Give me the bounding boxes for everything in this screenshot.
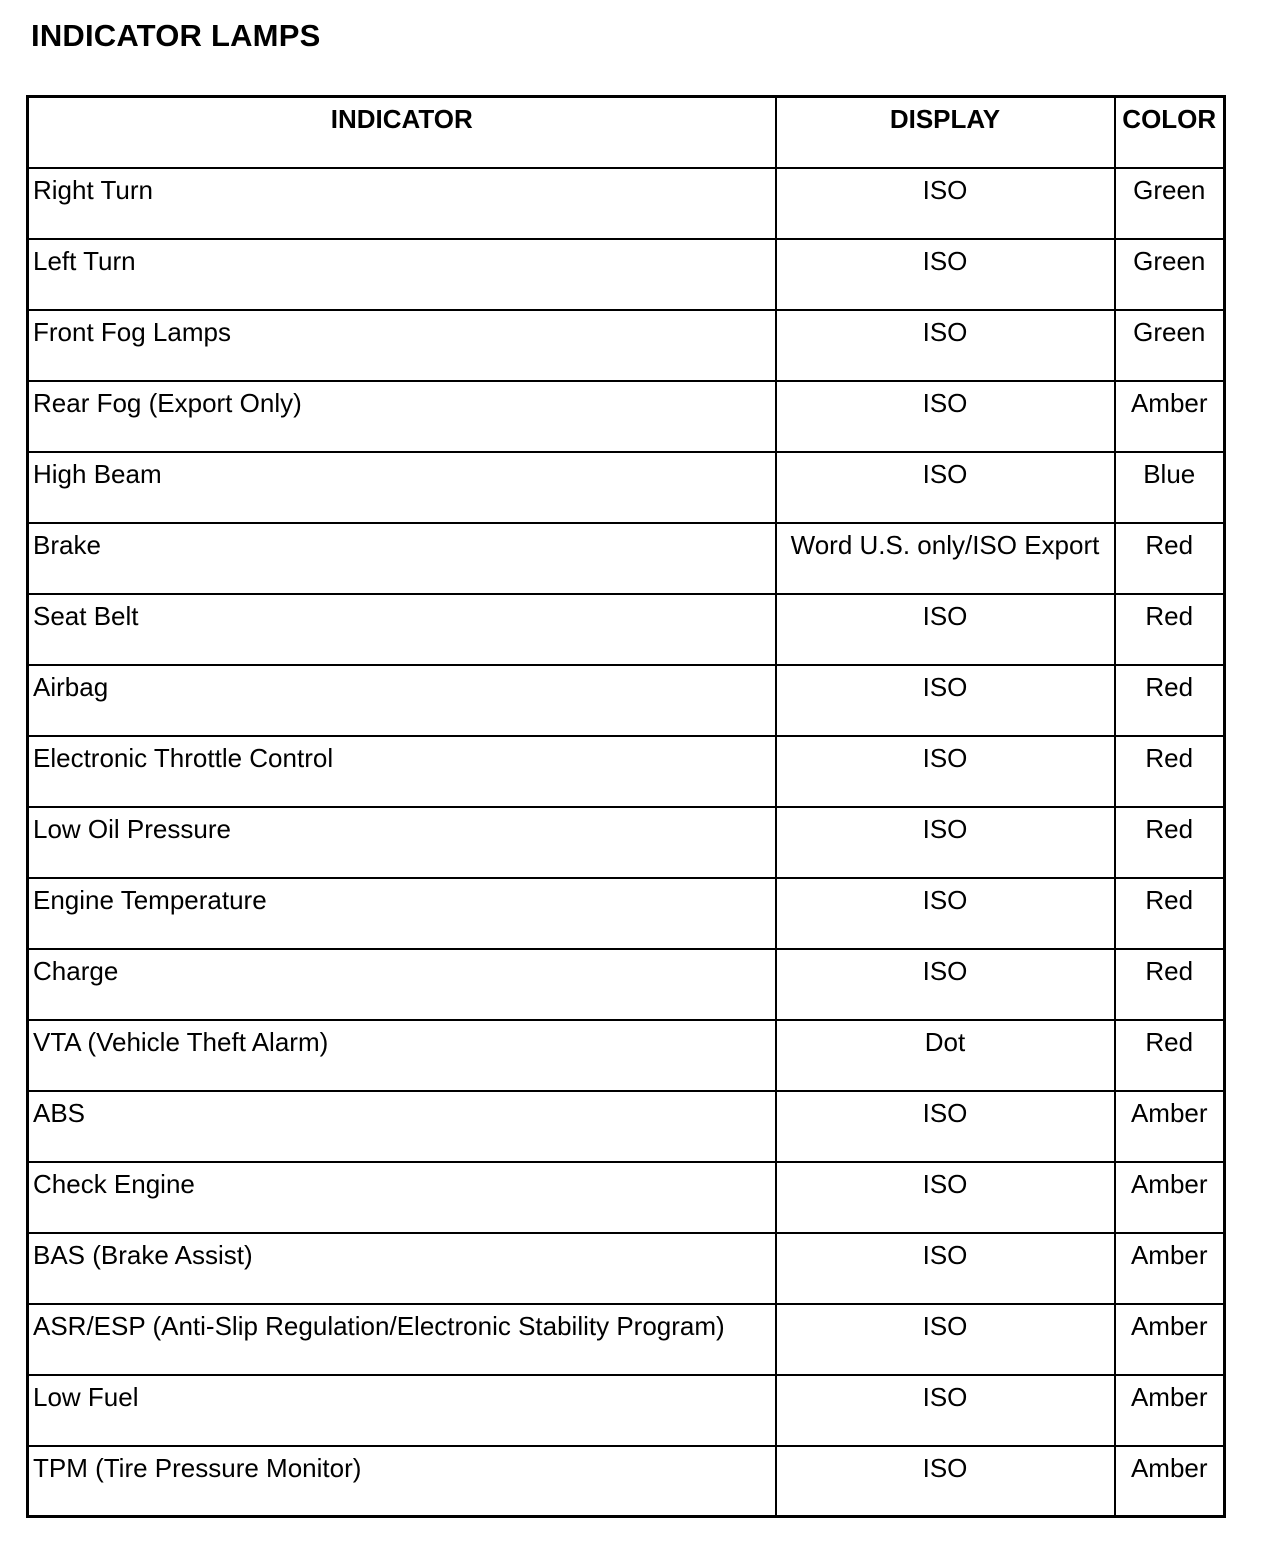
- cell-display: Dot: [776, 1020, 1115, 1091]
- table-row: [28, 239, 1225, 310]
- table-row: [28, 807, 1225, 878]
- cell-color: Red: [1115, 594, 1225, 665]
- cell-color: Green: [1115, 168, 1225, 239]
- cell-indicator: Brake: [28, 523, 776, 594]
- cell-indicator: Low Oil Pressure: [28, 807, 776, 878]
- cell-color: Green: [1115, 310, 1225, 381]
- cell-color: Red: [1115, 665, 1225, 736]
- cell-color: Amber: [1115, 1304, 1225, 1375]
- cell-color: Amber: [1115, 1375, 1225, 1446]
- cell-color: Red: [1115, 949, 1225, 1020]
- table-row: [28, 310, 1225, 381]
- cell-color: Amber: [1115, 1446, 1225, 1517]
- cell-indicator: Electronic Throttle Control: [28, 736, 776, 807]
- cell-display: ISO: [776, 1233, 1115, 1304]
- header-color: COLOR: [1115, 97, 1225, 168]
- cell-indicator: Low Fuel: [28, 1375, 776, 1446]
- page-title: INDICATOR LAMPS: [31, 18, 321, 53]
- cell-display: Word U.S. only/ISO Export: [776, 523, 1115, 594]
- cell-color: Red: [1115, 523, 1225, 594]
- cell-display: ISO: [776, 452, 1115, 523]
- cell-display: ISO: [776, 168, 1115, 239]
- table-row: [28, 878, 1225, 949]
- table-row: [28, 594, 1225, 665]
- cell-display: ISO: [776, 1446, 1115, 1517]
- cell-indicator: Rear Fog (Export Only): [28, 381, 776, 452]
- cell-indicator: TPM (Tire Pressure Monitor): [28, 1446, 776, 1517]
- cell-display: ISO: [776, 736, 1115, 807]
- table-header-row: [28, 97, 1225, 168]
- table-row: [28, 1162, 1225, 1233]
- cell-display: ISO: [776, 239, 1115, 310]
- cell-color: Amber: [1115, 381, 1225, 452]
- cell-indicator: Engine Temperature: [28, 878, 776, 949]
- cell-indicator: VTA (Vehicle Theft Alarm): [28, 1020, 776, 1091]
- table-row: [28, 1233, 1225, 1304]
- cell-indicator: Left Turn: [28, 239, 776, 310]
- cell-indicator: Front Fog Lamps: [28, 310, 776, 381]
- table-row: [28, 381, 1225, 452]
- cell-display: ISO: [776, 1304, 1115, 1375]
- cell-display: ISO: [776, 310, 1115, 381]
- cell-indicator: ABS: [28, 1091, 776, 1162]
- cell-color: Blue: [1115, 452, 1225, 523]
- table-body: [28, 168, 1225, 1517]
- cell-indicator: Airbag: [28, 665, 776, 736]
- cell-color: Amber: [1115, 1162, 1225, 1233]
- table-row: [28, 1446, 1225, 1517]
- table-row: [28, 736, 1225, 807]
- cell-display: ISO: [776, 949, 1115, 1020]
- cell-display: ISO: [776, 1091, 1115, 1162]
- table-row: [28, 949, 1225, 1020]
- cell-display: ISO: [776, 665, 1115, 736]
- cell-indicator: Seat Belt: [28, 594, 776, 665]
- cell-indicator: Charge: [28, 949, 776, 1020]
- table-row: [28, 1020, 1225, 1091]
- cell-color: Red: [1115, 736, 1225, 807]
- cell-display: ISO: [776, 1375, 1115, 1446]
- cell-color: Amber: [1115, 1233, 1225, 1304]
- cell-color: Amber: [1115, 1091, 1225, 1162]
- table-row: [28, 523, 1225, 594]
- table-row: [28, 452, 1225, 523]
- table-row: [28, 1304, 1225, 1375]
- cell-display: ISO: [776, 594, 1115, 665]
- cell-color: Red: [1115, 807, 1225, 878]
- table-row: [28, 168, 1225, 239]
- indicator-lamps-table: [26, 95, 1226, 1518]
- cell-display: ISO: [776, 1162, 1115, 1233]
- cell-indicator: Right Turn: [28, 168, 776, 239]
- cell-display: ISO: [776, 878, 1115, 949]
- cell-indicator: High Beam: [28, 452, 776, 523]
- cell-indicator: ASR/ESP (Anti-Slip Regulation/Electronic Stability Program): [28, 1304, 776, 1375]
- header-indicator: INDICATOR: [28, 97, 776, 168]
- cell-display: ISO: [776, 807, 1115, 878]
- table-row: [28, 1091, 1225, 1162]
- cell-color: Red: [1115, 878, 1225, 949]
- header-display: DISPLAY: [776, 97, 1115, 168]
- table-row: [28, 665, 1225, 736]
- cell-display: ISO: [776, 381, 1115, 452]
- table-row: [28, 1375, 1225, 1446]
- cell-indicator: Check Engine: [28, 1162, 776, 1233]
- cell-indicator: BAS (Brake Assist): [28, 1233, 776, 1304]
- cell-color: Red: [1115, 1020, 1225, 1091]
- cell-color: Green: [1115, 239, 1225, 310]
